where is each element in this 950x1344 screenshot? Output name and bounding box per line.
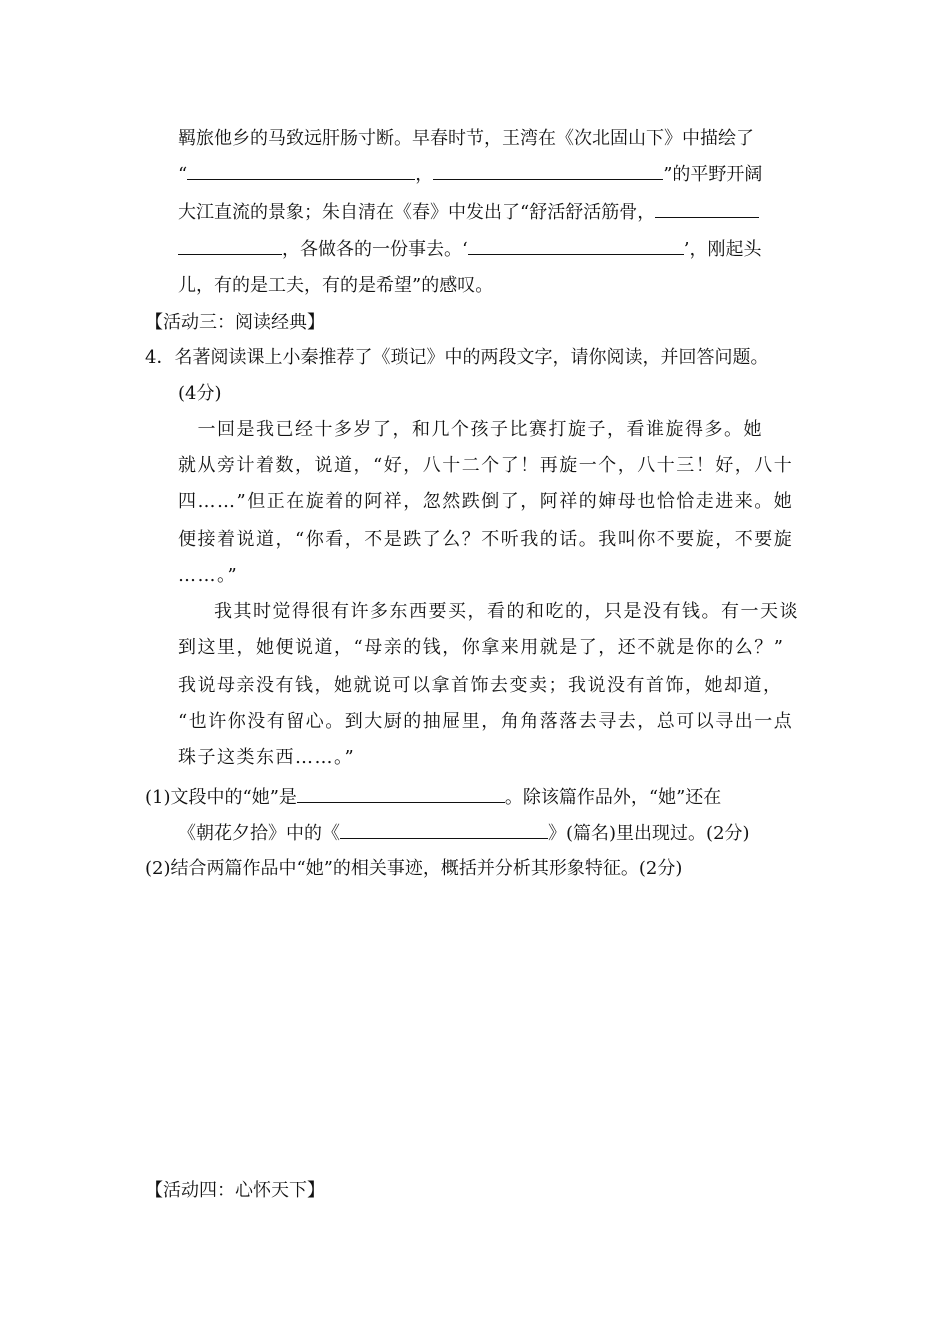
activity-heading: 【活动四：心怀天下】 [145,1180,325,1201]
text-line [178,236,761,263]
text-line [178,161,762,188]
line-text: (1)文段中的“她”是 [145,787,297,808]
line-text: 》(篇名)里出现过。(2分) [548,823,750,844]
passage-line: 我其时觉得很有许多东西要买，看的和吃的，只是没有钱。有一天谈 [214,601,799,622]
passage-line: ……。” [178,565,239,586]
answer-blank[interactable] [433,161,663,180]
text-line: 羁旅他乡的马致远肝肠寸断。早春时节，王湾在《次北固山下》中描绘了 [178,128,754,149]
line-text: ’，刚起头 [683,239,762,260]
question-4-score: (4分) [178,383,222,404]
question-4-text: 4．名著阅读课上小秦推荐了《琐记》中的两段文字，请你阅读，并回答问题。 [145,347,769,368]
passage-line: 我说母亲没有钱，她就说可以拿首饰去变卖；我说没有首饰，她却道， [178,675,783,696]
line-text: 《朝花夕拾》中的《 [178,823,340,844]
sub-question-1-cont [178,820,750,847]
passage-line: 一回是我已经十多岁了，和几个孩子比赛打旋子，看谁旋得多。她 [178,419,763,440]
sub-question-2: (2)结合两篇作品中“她”的相关事迹，概括并分析其形象特征。(2分) [145,858,683,879]
line-text: 。除该篇作品外，“她”还在 [504,787,722,808]
comma: ， [415,164,434,185]
answer-blank[interactable] [187,161,415,180]
text-line: 儿，有的是工夫，有的是希望”的感叹。 [178,275,494,296]
activity-heading: 【活动三：阅读经典】 [145,312,325,333]
passage-line: 四……”但正在旋着的阿祥，忽然跌倒了，阿祥的婶母也恰恰走进来。她 [178,491,794,512]
text-line [178,199,759,226]
passage-line: 珠子这类东西……。” [178,747,356,768]
passage-line: 就从旁计着数，说道，“好，八十二个了！再旋一个，八十三！好，八十 [178,455,794,476]
answer-blank[interactable] [468,236,684,255]
sub-question-1 [145,784,721,811]
answer-blank[interactable] [178,236,282,255]
passage-line: 到这里，她便说道，“母亲的钱，你拿来用就是了，还不就是你的么？” [178,637,785,658]
answer-blank[interactable] [340,820,548,839]
quote-close-text: ”的平野开阔 [663,164,763,185]
line-text: ，各做各的一份事去。‘ [282,239,468,260]
passage-line: “也许你没有留心。到大厨的抽屉里，角角落落去寻去，总可以寻出一点 [178,711,794,732]
quote-open: “ [178,164,188,185]
passage-line: 便接着说道，“你看，不是跌了么？不听我的话。我叫你不要旋，不要旋 [178,529,794,550]
answer-blank[interactable] [655,199,759,218]
answer-blank[interactable] [297,784,505,803]
line-text: 大江直流的景象；朱自清在《春》中发出了“舒活舒活筋骨， [178,202,656,223]
